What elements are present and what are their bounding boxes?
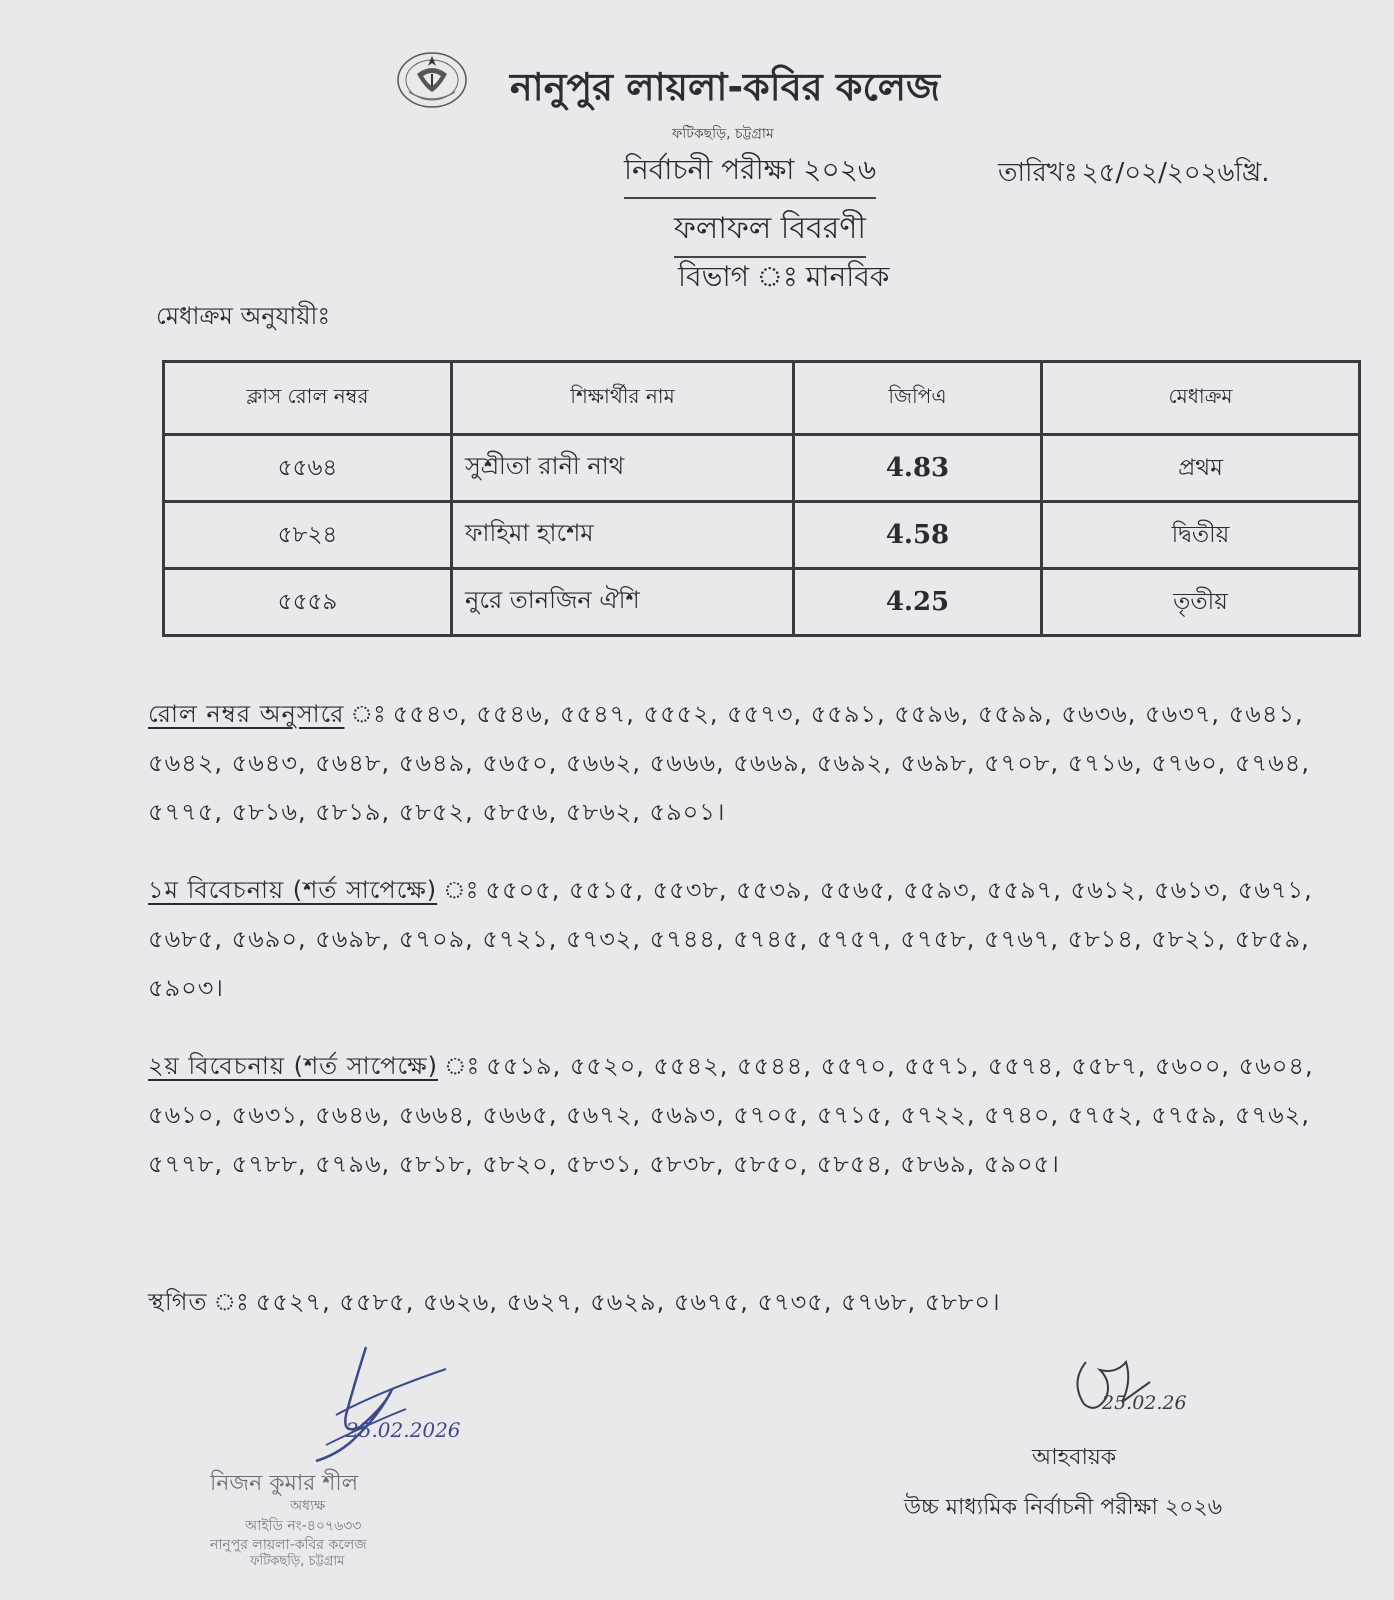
header-gpa: জিপিএ: [794, 362, 1042, 435]
table-header-row: [164, 362, 1360, 435]
principal-name: নিজন কুমার শীল: [210, 1471, 359, 1496]
name-cell: নুরে তানজিন ঐশি: [452, 569, 794, 636]
principal-signature-icon: [296, 1345, 476, 1465]
roll-cell: ৫৫৬৪: [164, 435, 452, 502]
table-row: [164, 569, 1360, 636]
position-cell: প্রথম: [1042, 435, 1360, 502]
suspended-sep: ঃ: [213, 1288, 250, 1316]
first-consideration-sep: ঃ: [443, 876, 480, 904]
exam-title: নির্বাচনী পরীক্ষা ২০২৬: [624, 148, 876, 199]
suspended-list: ৫৫২৭, ৫৫৮৫, ৫৬২৬, ৫৬২৭, ৫৬২৯, ৫৬৭৫, ৫৭৩৫, ৫৭৬৮, ৫৮৮০।: [255, 1288, 1001, 1316]
first-consideration-section: [148, 866, 1348, 1013]
name-cell: সুশ্রীতা রানী নাথ: [452, 435, 794, 502]
department-label: বিভাগ ঃ: [678, 260, 798, 293]
second-consideration-label: ২য় বিবেচনায় (শর্ত সাপেক্ষে): [148, 1052, 439, 1080]
principal-id: আইডি নং-৪০৭৬৩৩: [245, 1518, 362, 1534]
date-line: [998, 152, 1274, 196]
second-consideration-section: [148, 1042, 1348, 1189]
by-roll-section: [148, 690, 1348, 837]
second-consideration-list: ৫৫১৯, ৫৫২০, ৫৫৪২, ৫৫৪৪, ৫৫৭০, ৫৫৭১, ৫৫৭৪, ৫৫৮৭, ৫৬০০, ৫৬০৪, ৫৬১০, ৫৬৩১, ৫৬৪৬, ৫৬৬৪, ৫৬৬৫, ৫৬৭২, ৫৬৯৩, ৫৭০৫, ৫৭১৫, ৫৭২২, ৫৭৪০, ৫৭৫২, ৫৭৫৯, ৫৭৬২, ৫৭৭৮, ৫৭৮৮, ৫৭৯৬, ৫৮১৮, ৫৮২০, ৫৮৩১, ৫৮৩৮, ৫৮৫০, ৫৮৫৪, ৫৮৬৯, ৫৯০৫।: [148, 1052, 1314, 1178]
suspended-label: স্থগিত: [148, 1288, 208, 1316]
merit-table: [162, 360, 1361, 637]
convener-title: আহবায়ক: [1032, 1445, 1117, 1470]
gpa-cell: 4.25: [794, 569, 1042, 636]
position-cell: তৃতীয়: [1042, 569, 1360, 636]
by-roll-sep: ঃ: [350, 700, 387, 728]
principal-college: নানুপুর লায়লা-কবির কলেজ: [210, 1537, 367, 1553]
second-consideration-sep: ঃ: [444, 1052, 481, 1080]
date-label: তারিখঃ: [998, 158, 1078, 188]
header-roll: ক্লাস রোল নম্বর: [164, 362, 452, 435]
first-consideration-label: ১ম বিবেচনায় (শর্ত সাপেক্ষে): [148, 876, 438, 904]
roll-cell: ৫৮২৪: [164, 502, 452, 569]
principal-title: অধ্যক্ষ: [290, 1498, 326, 1514]
college-logo-icon: [395, 48, 469, 110]
by-roll-list: ৫৫৪৩, ৫৫৪৬, ৫৫৪৭, ৫৫৫২, ৫৫৭৩, ৫৫৯১, ৫৫৯৬, ৫৫৯৯, ৫৬৩৬, ৫৬৩৭, ৫৬৪১, ৫৬৪২, ৫৬৪৩, ৫৬৪৮, ৫৬৪৯, ৫৬৫০, ৫৬৬২, ৫৬৬৬, ৫৬৬৯, ৫৬৯২, ৫৬৯৮, ৫৭০৮, ৫৭১৬, ৫৭৬০, ৫৭৬৪, ৫৭৭৫, ৫৮১৬, ৫৮১৯, ৫৮৫২, ৫৮৫৬, ৫৮৬২, ৫৯০১।: [148, 700, 1310, 826]
convener-subtitle: উচ্চ মাধ্যমিক নির্বাচনী পরীক্ষা ২০২৬: [904, 1495, 1223, 1520]
table-row: [164, 435, 1360, 502]
convener-signature-date: 25.02.26: [1102, 1392, 1187, 1414]
college-location: ফটিকছড়ি, চট্টগ্রাম: [672, 126, 774, 142]
department-value: মানবিক: [805, 260, 890, 293]
principal-signature-date: 25.02.2026: [346, 1418, 461, 1442]
name-cell: ফাহিমা হাশেম: [452, 502, 794, 569]
sheet-title: ফলাফল বিবরণী: [674, 204, 866, 258]
header-name: শিক্ষার্থীর নাম: [452, 362, 794, 435]
first-consideration-list: ৫৫০৫, ৫৫১৫, ৫৫৩৮, ৫৫৩৯, ৫৫৬৫, ৫৫৯৩, ৫৫৯৭, ৫৬১২, ৫৬১৩, ৫৬৭১, ৫৬৮৫, ৫৬৯০, ৫৬৯৮, ৫৭০৯, ৫৭২১, ৫৭৩২, ৫৭৪৪, ৫৭৪৫, ৫৭৫৭, ৫৭৫৮, ৫৭৬৭, ৫৮১৪, ৫৮২১, ৫৮৫৯, ৫৯০৩।: [148, 876, 1313, 1002]
table-row: [164, 502, 1360, 569]
college-name: নানুপুর লায়লা-কবির কলেজ: [510, 65, 941, 109]
merit-heading: মেধাক্রম অনুযায়ীঃ: [156, 302, 331, 330]
position-cell: দ্বিতীয়: [1042, 502, 1360, 569]
gpa-cell: 4.83: [794, 435, 1042, 502]
roll-cell: ৫৫৫৯: [164, 569, 452, 636]
by-roll-label: রোল নম্বর অনুসারে: [148, 700, 345, 728]
header-position: মেধাক্রম: [1042, 362, 1360, 435]
principal-location: ফটিকছড়ি, চট্টগ্রাম: [250, 1554, 345, 1569]
suspended-section: [148, 1278, 1348, 1327]
department-line: [678, 255, 897, 302]
gpa-cell: 4.58: [794, 502, 1042, 569]
date-value: ২৫/০২/২০২৬খ্রি.: [1081, 158, 1270, 188]
